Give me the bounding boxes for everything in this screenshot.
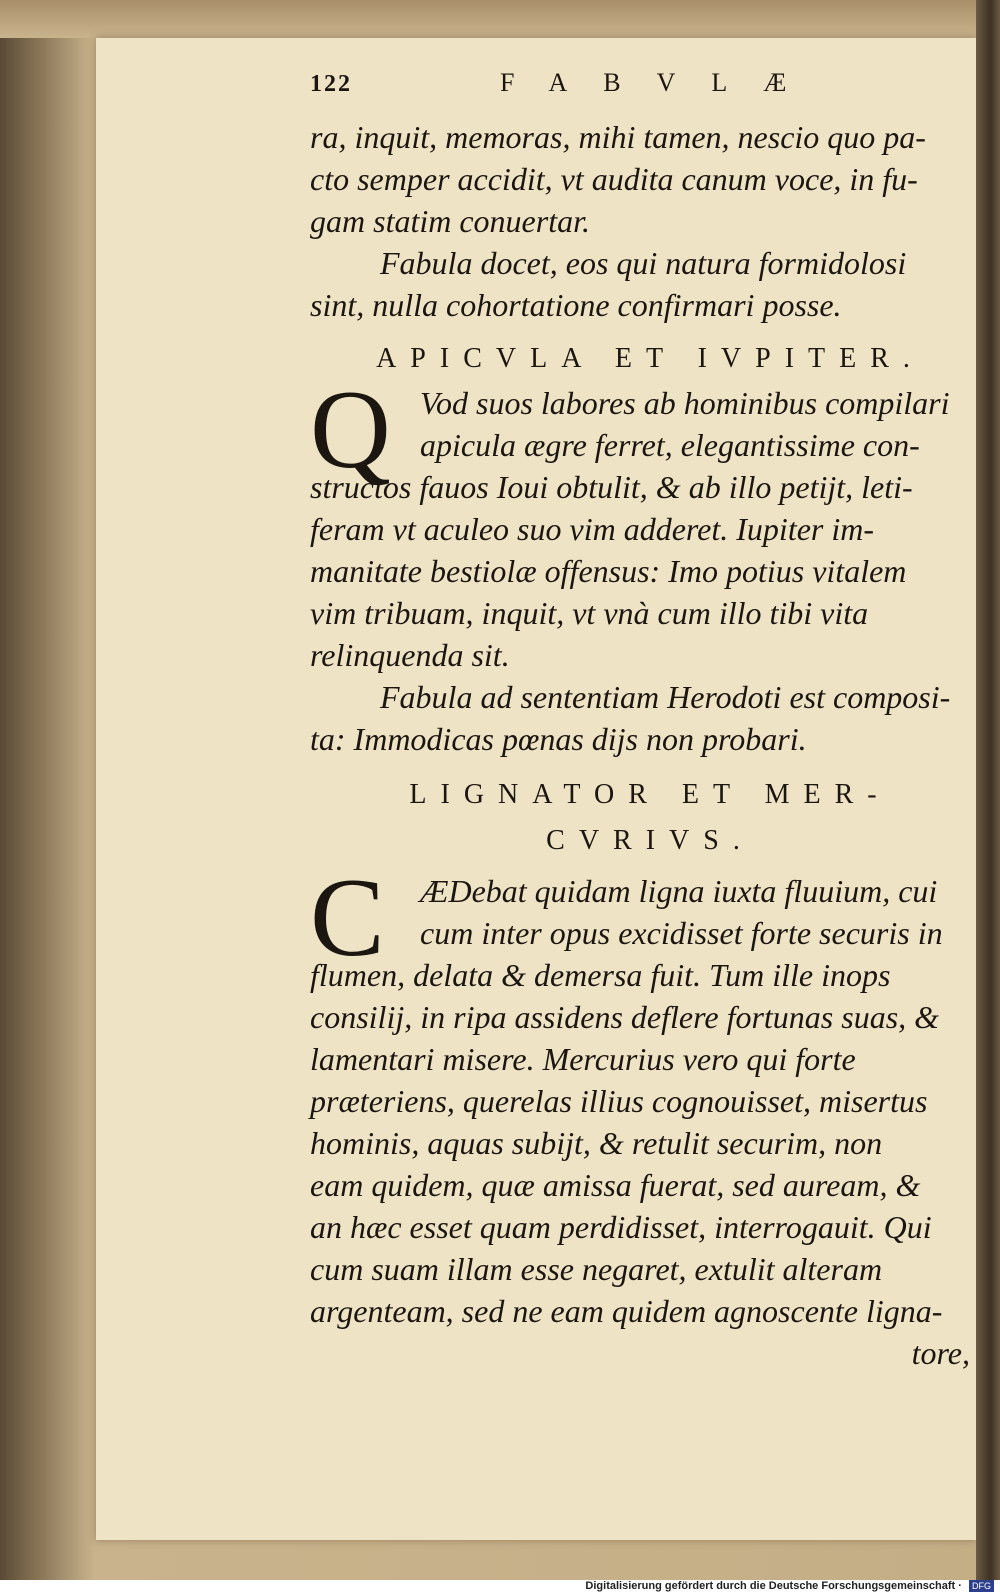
dfg-logo-icon: DFG	[969, 1580, 994, 1592]
running-head	[310, 68, 970, 116]
text-line: structos fauos Ioui obtulit, & ab illo petijt, leti-	[310, 469, 913, 505]
text-line: ta: Immodicas pœnas dijs non probari.	[310, 721, 807, 757]
running-title: FABVLÆ	[500, 68, 823, 97]
text-line: cto semper accidit, vt audita canum voce, in fu-	[310, 161, 918, 197]
text-line: feram vt aculeo suo vim adderet. Iupiter im-	[310, 511, 875, 547]
page-number: 122	[310, 71, 352, 97]
text-line: Fabula docet, eos qui natura formidolosi	[380, 245, 907, 281]
section-body-lignator	[310, 856, 970, 1374]
text-line: sint, nulla cohortatione confirmari posse.	[310, 287, 842, 323]
drop-cap: C	[310, 856, 385, 980]
page-text	[310, 68, 970, 1374]
moral-2	[310, 676, 970, 760]
text-line: flumen, delata & demersa fuit. Tum ille inops	[310, 957, 891, 993]
footer-credit: Digitalisierung gefördert durch die Deutsche Forschungsgemeinschaft ·	[585, 1580, 962, 1592]
text-line: consilij, in ripa assidens deflere fortunas suas, &	[310, 999, 940, 1035]
text-line: gam statim conuertar.	[310, 203, 590, 239]
drop-cap: Q	[310, 368, 391, 492]
text-line: relinquenda sit.	[310, 637, 510, 673]
text-line: Fabula ad sententiam Herodoti est composi-	[380, 679, 951, 715]
text-line: Vod suos labores ab hominibus compilari	[420, 385, 950, 421]
text-line: manitate bestiolæ offensus: Imo potius vitalem	[310, 553, 907, 589]
text-line: argenteam, sed ne eam quidem agnoscente ligna-	[310, 1293, 943, 1329]
text-line: ÆDebat quidam ligna iuxta fluuium, cui	[420, 873, 938, 909]
text-line: eam quidem, quæ amissa fuerat, sed auream, &	[310, 1167, 921, 1203]
text-line: ra, inquit, memoras, mihi tamen, nescio quo pa-	[310, 119, 926, 155]
section-heading-apicula: APICVLA ET IVPITER.	[376, 343, 924, 374]
text-line: vim tribuam, inquit, vt vnà cum illo tibi vita	[310, 595, 869, 631]
binding-edge	[976, 0, 1000, 1580]
section-heading-lignator-cont: CVRIVS.	[546, 825, 754, 856]
text-line: præteriens, querelas illius cognouisset, misertus	[310, 1083, 928, 1119]
paragraph-top	[310, 116, 970, 242]
text-line: hominis, aquas subijt, & retulit securim, non	[310, 1125, 883, 1161]
text-line: cum suam illam esse negaret, extulit alteram	[310, 1251, 883, 1287]
text-line: apicula ægre ferret, elegantissime con-	[420, 427, 920, 463]
text-line: cum inter opus excidisset forte securis in	[420, 915, 943, 951]
digitization-footer	[0, 1580, 1000, 1596]
section-body-apicula	[310, 368, 970, 676]
section-heading-lignator: LIGNATOR ET MER-	[409, 779, 891, 810]
catchword: tore,	[911, 1335, 970, 1371]
text-line: an hæc esset quam perdidisset, interrogauit. Qui	[310, 1209, 932, 1245]
top-edge	[0, 0, 1000, 38]
text-line: lamentari misere. Mercurius vero qui forte	[310, 1041, 856, 1077]
moral-1	[310, 242, 970, 326]
